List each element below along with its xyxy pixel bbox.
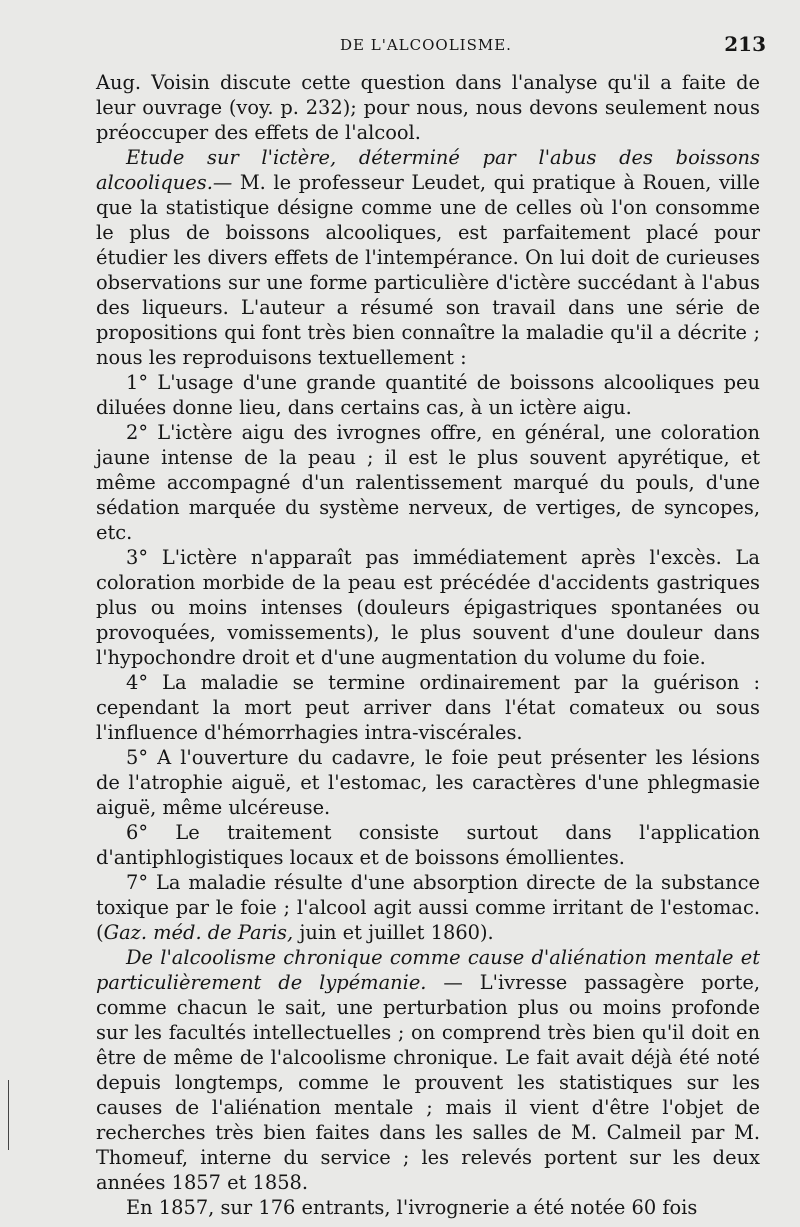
margin-rule bbox=[8, 1080, 9, 1150]
list-item: 6° Le traitement consiste surtout dans l'application d'antiphlogistiques locaux et de boissons émollientes. bbox=[96, 821, 760, 869]
body-text bbox=[96, 70, 760, 1220]
list-item: 5° A l'ouverture du cadavre, le foie peut présenter les lésions de l'atrophie aiguë, et l'estomac, les caractères d'une phlegmasie aiguë, même ulcéreuse. bbox=[96, 746, 760, 819]
section-heading: De l'alcoolisme chronique comme cause d'aliénation mentale et particulièrement de lypémanie. bbox=[96, 946, 760, 994]
list-item: 1° L'usage d'une grande quantité de boissons alcooliques peu diluées donne lieu, dans certains cas, à un ictère aigu. bbox=[96, 371, 760, 419]
paragraph: De l'alcoolisme chronique comme cause d'aliénation mentale et particulièrement de lypémanie. — L'ivresse passagère porte, comme chacun le sait, une perturbation plus ou moins profonde sur les facultés intellectuelles ; on comprend très bien qu'il doit en être de même de l'alcoolisme chronique. Le fait avait déjà été noté depuis longtemps, comme le prouvent les statistiques sur les causes de l'aliénation mentale ; mais il vient d'être l'objet de recherches très bien faites dans les salles de M. Calmeil par M. Thomeuf, interne du service ; les relevés portent sur les deux années 1857 et 1858. bbox=[96, 946, 761, 1194]
page-number: 213 bbox=[724, 32, 766, 56]
page-header bbox=[96, 30, 766, 70]
paragraph: En 1857, sur 176 entrants, l'ivrognerie a été notée 60 fois bbox=[126, 1196, 698, 1219]
running-title: DE L'ALCOOLISME. bbox=[340, 36, 512, 54]
list-item: 3° L'ictère n'apparaît pas immédiatement après l'excès. La coloration morbide de la peau est précédée d'accidents gastriques plus ou moins intenses (douleurs épigastriques spontanées ou provoquées, vomissements), le plus souvent d'une douleur dans l'hypochondre droit et d'une augmentation du volume du foie. bbox=[96, 546, 760, 669]
section-heading: Etude sur l'ictère, déterminé par l'abus des boissons alcooliques.— bbox=[96, 146, 760, 194]
citation: Gaz. méd. de Paris, bbox=[103, 921, 294, 944]
list-item: 7° La maladie résulte d'une absorption directe de la substance toxique par le foie ; l'alcool agit aussi comme irritant de l'estomac. (Gaz. méd. de Paris, juin et juillet 1860). bbox=[96, 871, 760, 944]
list-item: 4° La maladie se termine ordinairement par la guérison : cependant la mort peut arriver dans l'état comateux ou sous l'influence d'hémorrhagies intra-viscérales. bbox=[96, 671, 760, 744]
paragraph: Etude sur l'ictère, déterminé par l'abus des boissons alcooliques.— M. le professeur Leudet, qui pratique à Rouen, ville que la statistique désigne comme une de celles où l'on consomme le plus de boissons alcooliques, est parfaitement placé pour étudier les divers effets de l'intempérance. On lui doit de curieuses observations sur une forme particulière d'ictère succédant à l'abus des liqueurs. L'auteur a résumé son travail dans une série de propositions qui font très bien connaître la maladie qu'il a décrite ; nous les reproduisons textuellement : bbox=[96, 146, 760, 369]
list-item: 2° L'ictère aigu des ivrognes offre, en général, une coloration jaune intense de la peau ; il est le plus souvent apyrétique, et même accompagné d'un ralentissement marqué du pouls, d'une sédation marquée du système nerveux, de vertiges, de syncopes, etc. bbox=[96, 421, 760, 544]
paragraph: Aug. Voisin discute cette question dans l'analyse qu'il a faite de leur ouvrage (voy. p. 232); pour nous, nous devons seulement nous préoccuper des effets de l'alcool. bbox=[96, 71, 760, 144]
